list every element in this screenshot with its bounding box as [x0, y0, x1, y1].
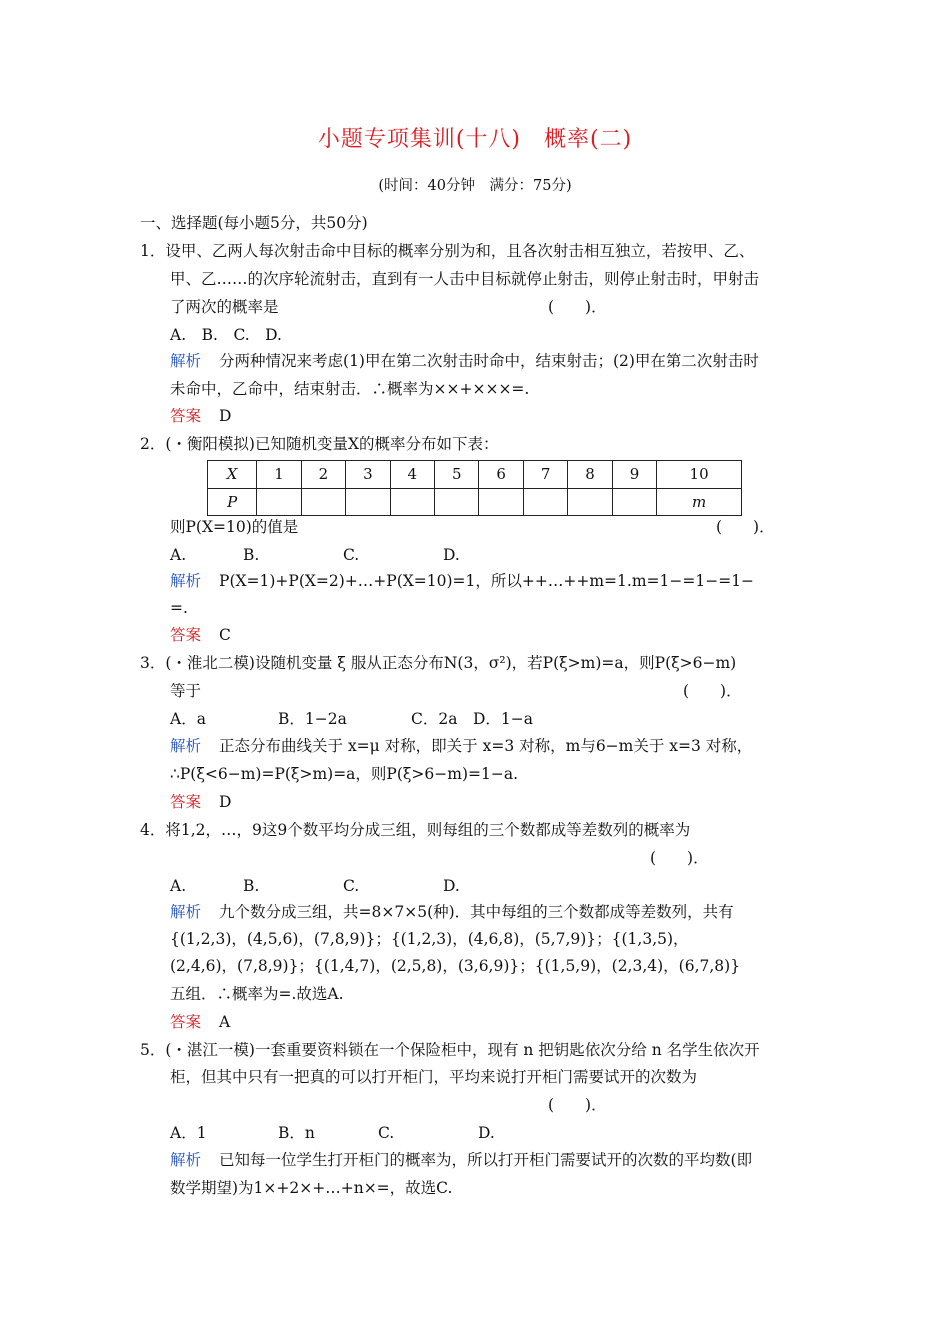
table-cell [301, 488, 345, 516]
table-cell: 2 [301, 461, 345, 489]
table-cell: X [208, 461, 257, 489]
table-cell [346, 488, 390, 516]
q5-line1: 5．(・湛江一模)一套重要资料锁在一个保险柜中，现有 n 把钥匙依次分给 n 名学生依次开 [140, 1041, 760, 1059]
table-cell: 9 [612, 461, 656, 489]
q2-analysis-line1 [170, 570, 754, 592]
q5-option-d: D. [478, 1124, 495, 1142]
q1-answer: D [219, 407, 232, 425]
table-cell: 6 [479, 461, 523, 489]
q1-line2: 甲、乙……的次序轮流射击，直到有一人击中目标就停止射击，则停止射击时，甲射击 [170, 270, 760, 288]
table-cell: 7 [523, 461, 567, 489]
q2-answer-label: 答案 [170, 626, 202, 644]
q5-analysis-text1: 已知每一位学生打开柜门的概率为，所以打开柜门需要试开的次数的平均数(即 [219, 1151, 753, 1169]
q3-analysis-label: 解析 [170, 737, 202, 755]
q5-analysis-line2: 数学期望)为1×+2×+…+n×=，故选C. [170, 1179, 453, 1197]
page-title: 小题专项集训(十八) 概率(二) [317, 127, 633, 152]
table-cell: 8 [568, 461, 612, 489]
q3-analysis-line1 [170, 735, 752, 757]
q5-option-b: B．n [278, 1124, 315, 1142]
table-cell: 3 [346, 461, 390, 489]
q1-line3: 了两次的概率是 [170, 298, 279, 316]
page-subtitle: (时间：40分钟 满分：75分) [378, 178, 572, 194]
q4-answer: A [219, 1013, 231, 1031]
q4-answer-blank: ( )． [650, 849, 709, 867]
q1-analysis-line2: 未命中，乙命中，结束射击．∴概率为××+×××=. [170, 380, 530, 398]
q3-answer-label: 答案 [170, 793, 202, 811]
table-cell [390, 488, 434, 516]
q4-answer-line [170, 1011, 230, 1033]
q1-answer-line [170, 405, 231, 427]
q2-option-c: C. [343, 546, 360, 564]
q5-line2: 柜，但其中只有一把真的可以打开柜门，平均来说打开柜门需要试开的次数为 [170, 1068, 698, 1086]
q3-answer: D [219, 793, 232, 811]
q2-option-d: D. [443, 546, 460, 564]
q4-option-a: A. [170, 877, 187, 895]
q5-answer-blank: ( )． [548, 1096, 607, 1114]
q1-analysis-text1: 分两种情况来考虑(1)甲在第二次射击时命中，结束射击；(2)甲在第二次射击时 [219, 352, 759, 370]
q3-answer-blank: ( )． [683, 682, 742, 700]
q4-analysis-line3: (2,4,6)，(7,8,9)}；{(1,4,7)，(2,5,8)，(3,6,9)}；{(1,5,9)，(2,3,4)，(6,7,8)} [170, 957, 741, 975]
table-cell: 10 [657, 461, 742, 489]
q4-answer-label: 答案 [170, 1013, 202, 1031]
q3-option-b: B．1−2a [278, 710, 347, 728]
q4-option-b: B. [243, 877, 260, 895]
table-cell: P [208, 488, 257, 516]
q1-answer-label: 答案 [170, 407, 202, 425]
q1-analysis-label: 解析 [170, 352, 202, 370]
q2-distribution-table [207, 460, 742, 516]
q4-option-c: C. [343, 877, 360, 895]
q2-answer-blank: ( )． [716, 518, 775, 536]
q2-analysis-label: 解析 [170, 572, 202, 590]
q5-analysis-label: 解析 [170, 1151, 202, 1169]
q5-analysis-line1 [170, 1149, 752, 1171]
q1-answer-blank: ( )． [548, 298, 607, 316]
q2-line1: 2．(・衡阳模拟)已知随机变量X的概率分布如下表： [140, 435, 499, 453]
q4-analysis-line4: 五组．∴概率为=.故选A. [170, 985, 344, 1003]
q3-option-a: A．a [170, 710, 206, 728]
table-cell [612, 488, 656, 516]
q2-answer: C [219, 626, 231, 644]
q5-option-a: A．1 [170, 1124, 207, 1142]
q3-line1: 3．(・淮北二模)设随机变量 ξ 服从正态分布N(3，σ²)，若P(ξ>m)=a，则P(ξ>6−m) [140, 654, 737, 672]
table-row [208, 488, 742, 516]
table-cell: 4 [390, 461, 434, 489]
q4-option-d: D. [443, 877, 460, 895]
q3-line2: 等于 [170, 682, 202, 700]
table-cell [435, 488, 479, 516]
table-cell [568, 488, 612, 516]
section-heading: 一、选择题(每小题5分，共50分) [140, 214, 368, 232]
table-cell [479, 488, 523, 516]
table-cell: 1 [257, 461, 301, 489]
q4-analysis-line2: {(1,2,3)，(4,5,6)，(7,8,9)}；{(1,2,3)，(4,6,8)，(5,7,9)}；{(1,3,5)， [170, 930, 689, 948]
table-cell: m [657, 488, 742, 516]
q2-analysis-text1: P(X=1)+P(X=2)+…+P(X=10)=1，所以++…++m=1.m=1−=1−=1− [219, 572, 755, 590]
q4-analysis-text1: 九个数分成三组，共=8×7×5(种)．其中每组的三个数都成等差数列，共有 [219, 903, 734, 921]
q4-analysis-label: 解析 [170, 903, 202, 921]
table-cell [523, 488, 567, 516]
table-cell: 5 [435, 461, 479, 489]
q1-options: A. B. C. D. [170, 326, 282, 344]
q1-analysis-line1 [170, 350, 759, 372]
q2-line2: 则P(X=10)的值是 [170, 518, 299, 536]
q1-line1: 1．设甲、乙两人每次射击命中目标的概率分别为和，且各次射击相互独立，若按甲、乙、 [140, 242, 755, 260]
q3-analysis-text1: 正态分布曲线关于 x=μ 对称，即关于 x=3 对称，m与6−m关于 x=3 对称， [219, 737, 753, 755]
table-cell [257, 488, 301, 516]
q3-answer-line [170, 791, 231, 813]
q2-answer-line [170, 624, 231, 646]
q4-analysis-line1 [170, 901, 734, 923]
table-row [208, 461, 742, 489]
q2-analysis-line2: =. [170, 599, 188, 617]
q5-option-c: C. [378, 1124, 395, 1142]
q2-option-a: A. [170, 546, 187, 564]
q3-option-cd: C．2a D．1−a [411, 710, 533, 728]
q3-analysis-line2: ∴P(ξ<6−m)=P(ξ>m)=a，则P(ξ>6−m)=1−a. [170, 765, 519, 783]
q2-option-b: B. [243, 546, 260, 564]
q4-line1: 4．将1,2，…，9这9个数平均分成三组，则每组的三个数都成等差数列的概率为 [140, 821, 691, 839]
